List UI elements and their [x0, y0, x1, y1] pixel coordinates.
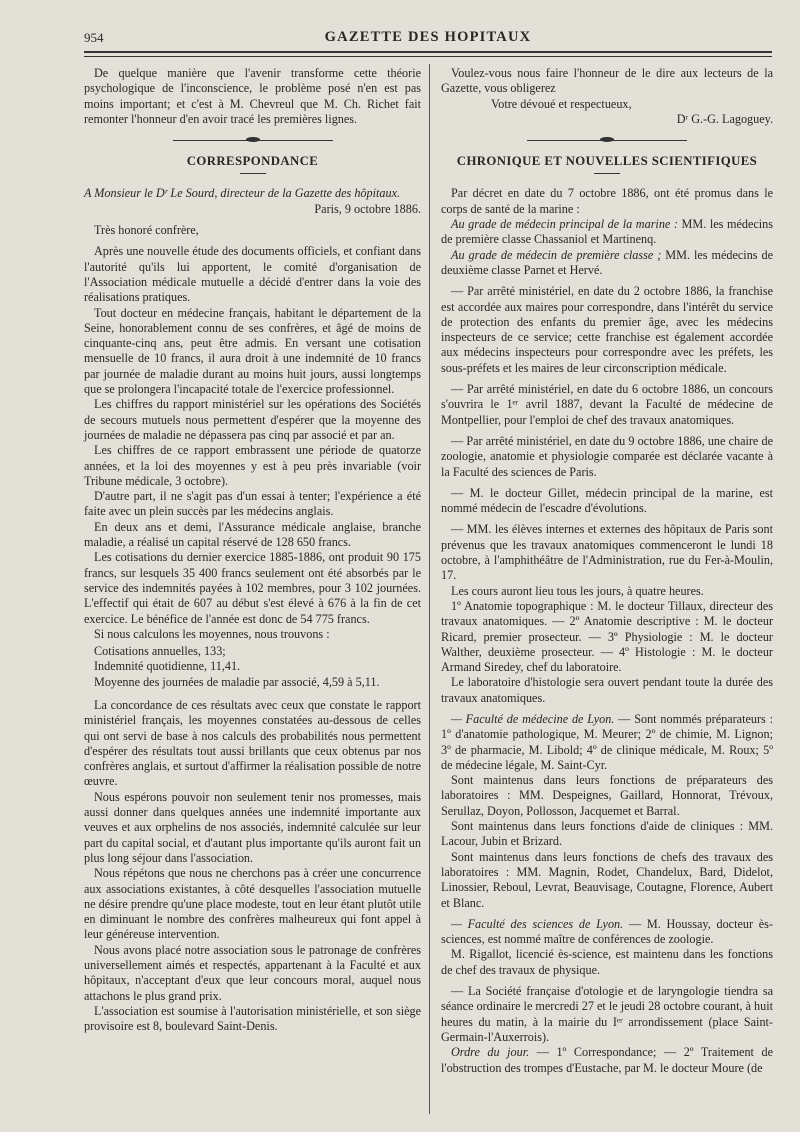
header-rule-thin: [84, 56, 772, 57]
page-header: [84, 30, 772, 50]
paragraph: Nous répétons que nous ne cherchons pas à créer une concurrence aux associations existantes, à côté desquelles l'association mutuelle ne désire prendre qu'une place modeste, tout en leur étant plutôt utile en diminuant le nombre des confrères malheureux qui font appel à leur généreuse intervention.: [84, 866, 421, 942]
section-title-correspondance: CORRESPONDANCE: [186, 154, 319, 169]
paragraph: Les cours auront lieu tous les jours, à quatre heures.: [451, 583, 704, 598]
paragraph: — Par arrêté ministériel, en date du 9 octobre 1886, une chaire de zoologie, anatomie et physiologie comparée est déclarée vacante à la Faculté des sciences de Paris.: [441, 433, 773, 479]
page-number: 954: [84, 30, 104, 45]
paragraph: Tout docteur en médecine français, habitant le département de la Seine, honorablement connu de ses confrères, et âgé de moins de cinquante-cinq ans, peut être admis. En versant une cotisation mensuelle de 10 francs, il aura droit à une indemnité de 10 francs par journée de maladie durant au moins huit jours, aussi longtemps que se prolongera l'incapacité totale de l'exercice professionnel.: [84, 305, 421, 397]
paragraph: De quelque manière que l'avenir transforme cette théorie psychologique de l'inconscience, le problème posé n'en est pas moins important; et c'est à M. Chevreul que M. Ch. Richet fait remonter l'honneur d'en avoir tracé les premières lignes.: [84, 66, 421, 126]
paragraph: — M. le docteur Gillet, médecin principal de la marine, est nommé médecin de l'escadre d'évolutions.: [441, 485, 773, 516]
list-item: Cotisations annuelles, 133;: [94, 644, 226, 659]
paragraph: — Faculté de médecine de Lyon. — Sont nommés préparateurs : 1º d'anatomie pathologique, M. Meurer; 2º de chimie, M. Lignon; 3º de pharmacie, M. Libold; 4º de clinique médicale, M. Roux; 5º de médecine légale, M. Saint-Cyr.: [441, 711, 773, 772]
paragraph: La concordance de ces résultats avec ceux que constate le rapport ministériel français, les moyennes constatées au-dessous de celles qui ont servi de base à nos calculs des probabilités nous permettent d'espérer des résultats tout aussi brillants que ceux obtenus par nos confrères anglais, et surtout d'affirmer la réalisation possible de notre œuvre.: [84, 697, 422, 789]
paragraph: Voulez-vous nous faire l'honneur de le dire aux lecteurs de la Gazette, vous obligerez: [441, 66, 773, 96]
paragraph: — Par arrêté ministériel, en date du 2 octobre 1886, la franchise est accordée aux maires pour correspondre, dans l'intérêt du service de protection des enfants du premier âge, avec les médecins inspecteurs de ce service; cette franchise est également accordée aux médecins inspecteurs pour correspondre avec les préfets, les sous-préfets et les maires de leur circonscription médicale.: [441, 284, 773, 375]
paragraph: Au grade de médecin principal de la marine : MM. les médecins de première classe Chassaniol et Martinenq.: [441, 217, 773, 247]
list-item: Moyenne des journées de maladie par associé, 4,59 à 5,11.: [94, 674, 380, 689]
paragraph: Sont maintenus dans leurs fonctions d'aide de cliniques : MM. Lacour, Jubin et Brizard.: [441, 819, 773, 849]
ornamental-divider: [84, 136, 421, 144]
paragraph: Le laboratoire d'histologie sera ouvert pendant toute la durée des travaux anatomiques.: [441, 675, 773, 705]
paragraph: L'association est soumise à l'autorisation ministérielle, et son siège provisoire est 8, boulevard Saint-Denis.: [84, 1003, 421, 1034]
paragraph: En deux ans et demi, l'Assurance médicale anglaise, branche maladie, a réalisé un capital réservé de 128 650 francs.: [84, 519, 421, 550]
paragraph: — MM. les élèves internes et externes des hôpitaux de Paris sont prévenus que les travaux anatomiques commenceront le lundi 18 octobre, à l'amphithéâtre de l'Administration, rue du Fer-à-Moulin, 17.: [441, 522, 773, 583]
paragraph: Les chiffres de ce rapport embrassent une période de quatorze années, et la loi des moyennes y est à peu près invariable (voir Tribune médicale, 3 octobre).: [84, 443, 421, 488]
paragraph: Par décret en date du 7 octobre 1886, ont été promus dans le corps de santé de la marine :: [441, 186, 773, 216]
header-rule-thick: [84, 51, 772, 53]
paragraph: Les chiffres du rapport ministériel sur les opérations des Sociétés de secours mutuels nous permettent d'espérer que la moyenne des journées de maladie ne dépassera pas cinq par associé et par an.: [84, 397, 421, 442]
short-rule: [594, 173, 620, 174]
right-column: [441, 66, 773, 1076]
paragraph: — Par arrêté ministériel, en date du 6 octobre 1886, un concours s'ouvrira le 1ᵉʳ avril 1887, devant la Faculté de médecine de Montpellier, pour l'emploi de chef des travaux anatomiques.: [441, 382, 773, 427]
paragraph: Les cotisations du dernier exercice 1885-1886, ont produit 90 175 francs, sur lesquels 35 400 francs seulement ont été absorbés par le service des indemnités payées à 102 membres, pour 3 102 journées. L'effectif qui était de 607 au début s'est élevé à 676 à la fin de cet exercice. Le bénéfice de l'année est donc de 54 775 francs.: [84, 550, 421, 626]
paragraph: Ordre du jour. — 1º Correspondance; — 2º Traitement de l'obstruction des trompes d'Eustache, par M. le docteur Moure (de: [441, 1045, 773, 1075]
letter-place-date: Paris, 9 octobre 1886.: [314, 201, 421, 216]
paragraph: Si nous calculons les moyennes, nous trouvons :: [94, 626, 330, 641]
journal-title: GAZETTE DES HOPITAUX: [324, 29, 532, 45]
left-column: [84, 66, 421, 1035]
paragraph: 1º Anatomie topographique : M. le docteur Tillaux, directeur des travaux anatomiques. — 2º Anatomie descriptive : M. le docteur Ricard, premier prosecteur. — 3º Physiologie : M. le docteur Walther, deuxième prosecteur. — 4º Histologie : M. le docteur Armand Siredey, chef du laboratoire.: [441, 598, 773, 675]
paragraph: Sont maintenus dans leurs fonctions de chefs des travaux des laboratoires : MM. Magnin, Rodet, Chandelux, Bard, Didelot, Linossier, Reboul, Levrat, Beauvisage, Coutagne, Florence, Aubert et Blanc.: [441, 849, 773, 910]
column-divider: [429, 64, 430, 1114]
letter-addressee: A Monsieur le Dʳ Le Sourd, directeur de la Gazette des hôpitaux.: [84, 186, 401, 201]
letter-closing: Votre dévoué et respectueux,: [491, 96, 632, 111]
section-title-chronique: CHRONIQUE ET NOUVELLES SCIENTIFIQUES: [456, 154, 758, 169]
paragraph: Après une nouvelle étude des documents officiels, et confiant dans l'autorité qu'ils lui apportent, le comité d'organisation de l'Association médicale mutuelle a décidé d'entrer dans la voie des réalisations pratiques.: [84, 244, 421, 305]
short-rule: [240, 173, 266, 174]
paragraph: — La Société française d'otologie et de laryngologie tiendra sa séance ordinaire le mercredi 27 et le jeudi 28 octobre courant, à huit heures du matin, à la mairie du Iᵉʳ arrondissement (place Saint-Germain-l'Auxerrois).: [441, 984, 773, 1044]
averages-list: [84, 644, 421, 690]
paragraph: Sont maintenus dans leurs fonctions de préparateurs des laboratoires : MM. Despeignes, Gaillard, Honnorat, Trévoux, Serullaz, Doyon, Pollosson, Jacquemet et Barral.: [441, 773, 773, 818]
list-item: Indemnité quotidienne, 11,41.: [94, 659, 241, 674]
paragraph: Au grade de médecin de première classe ; MM. les médecins de deuxième classe Parnet et Hervé.: [441, 247, 774, 277]
paragraph: — Faculté des sciences de Lyon. — M. Houssay, docteur ès-sciences, est nommé maître de conférences de zoologie.: [441, 916, 773, 947]
letter-signature: Dʳ G.-G. Lagoguey.: [676, 111, 773, 126]
paragraph: Nous espérons pouvoir non seulement tenir nos promesses, mais aussi donner dans quelques années une indemnité importante aux veuves et aux orphelins de nos associés, indemnité calculée sur leur part du capital social, et d'autant plus importante qu'ils auront fait un plus long séjour dans l'association.: [84, 789, 421, 865]
paragraph: Nous avons placé notre association sous le patronage de confrères universellement aimés et respectés, appartenant à la Faculté et aux hôpitaux, n'acceptant d'eux que leur concours moral, auquel nous attachons le plus grand prix.: [84, 942, 421, 1003]
ornamental-divider: [441, 136, 773, 144]
letter-greeting: Très honoré confrère,: [94, 223, 199, 238]
paragraph: D'autre part, il ne s'agit pas d'un essai à tenter; l'expérience a été faite avec un plein succès par les médecins anglais.: [84, 489, 421, 519]
paragraph: M. Rigallot, licencié ès-science, est maintenu dans les fonctions de chef des travaux de physique.: [441, 947, 773, 977]
